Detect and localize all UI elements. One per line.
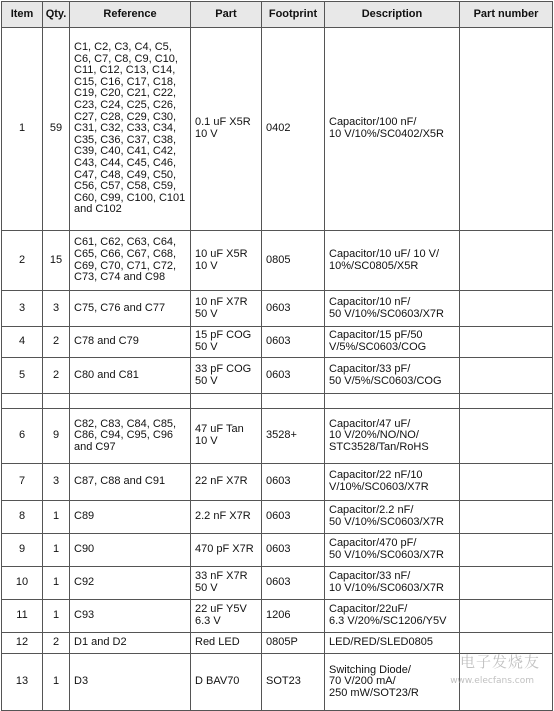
cell-description: Capacitor/47 uF/ 10 V/20%/NO/NO/ STC3528/Tan/RoHS — [325, 409, 460, 464]
table-row — [2, 358, 553, 394]
cell-description: Capacitor/15 pF/50 V/5%/SC0603/COG — [325, 327, 460, 358]
cell-part-number — [460, 501, 553, 534]
header-description: Description — [325, 2, 460, 28]
cell-part-number — [460, 358, 553, 394]
cell-qty: 2 — [43, 633, 70, 654]
cell-description: Capacitor/22 nF/10 V/10%/SC0603/X7R — [325, 464, 460, 501]
cell-description: Switching Diode/ 70 V/200 mA/ 250 mW/SOT23/R — [325, 654, 460, 711]
cell-part: 470 pF X7R — [191, 534, 262, 567]
cell-footprint: 0603 — [262, 327, 325, 358]
header-footprint: Footprint — [262, 2, 325, 28]
table-body — [2, 28, 553, 711]
cell-description: Capacitor/100 nF/ 10 V/10%/SC0402/X5R — [325, 28, 460, 231]
cell-footprint: 0402 — [262, 28, 325, 231]
cell-item: 1 — [2, 28, 43, 231]
cell-footprint: 0603 — [262, 464, 325, 501]
cell-part: D BAV70 — [191, 654, 262, 711]
cell-reference: C93 — [70, 600, 191, 633]
cell-footprint: 0603 — [262, 291, 325, 327]
table-row — [2, 231, 553, 291]
cell-item: 9 — [2, 534, 43, 567]
cell-reference: C87, C88 and C91 — [70, 464, 191, 501]
cell-part: Red LED — [191, 633, 262, 654]
cell-part-number — [460, 28, 553, 231]
cell-part: 0.1 uF X5R 10 V — [191, 28, 262, 231]
cell-qty: 1 — [43, 501, 70, 534]
cell-qty — [43, 394, 70, 409]
cell-part: 2.2 nF X7R — [191, 501, 262, 534]
cell-part: 15 pF COG 50 V — [191, 327, 262, 358]
cell-item: 10 — [2, 567, 43, 600]
cell-footprint: 0805 — [262, 231, 325, 291]
cell-part-number — [460, 534, 553, 567]
cell-footprint: 0603 — [262, 501, 325, 534]
cell-part-number — [460, 464, 553, 501]
cell-description: Capacitor/22uF/ 6.3 V/20%/SC1206/Y5V — [325, 600, 460, 633]
cell-item: 7 — [2, 464, 43, 501]
header-reference: Reference — [70, 2, 191, 28]
cell-description: Capacitor/33 nF/ 10 V/10%/SC0603/X7R — [325, 567, 460, 600]
header-part: Part — [191, 2, 262, 28]
cell-part: 22 uF Y5V 6.3 V — [191, 600, 262, 633]
cell-part: 47 uF Tan 10 V — [191, 409, 262, 464]
cell-reference: C90 — [70, 534, 191, 567]
cell-footprint: 0603 — [262, 358, 325, 394]
table-row — [2, 291, 553, 327]
cell-reference: D3 — [70, 654, 191, 711]
cell-reference: C80 and C81 — [70, 358, 191, 394]
cell-part-number — [460, 394, 553, 409]
table-header-row — [2, 2, 553, 28]
cell-reference: C89 — [70, 501, 191, 534]
header-part-number: Part number — [460, 2, 553, 28]
table-row — [2, 327, 553, 358]
table-row — [2, 534, 553, 567]
cell-description: Capacitor/470 pF/ 50 V/10%/SC0603/X7R — [325, 534, 460, 567]
cell-part-number — [460, 600, 553, 633]
cell-qty: 1 — [43, 654, 70, 711]
cell-footprint — [262, 394, 325, 409]
cell-item: 8 — [2, 501, 43, 534]
cell-footprint: 3528+ — [262, 409, 325, 464]
cell-reference — [70, 394, 191, 409]
cell-part: 22 nF X7R — [191, 464, 262, 501]
table-row — [2, 28, 553, 231]
cell-item: 5 — [2, 358, 43, 394]
cell-part — [191, 394, 262, 409]
bom-table — [1, 1, 553, 711]
cell-item: 12 — [2, 633, 43, 654]
cell-item: 3 — [2, 291, 43, 327]
cell-qty: 3 — [43, 464, 70, 501]
cell-qty: 1 — [43, 567, 70, 600]
cell-item — [2, 394, 43, 409]
cell-qty: 2 — [43, 327, 70, 358]
cell-part-number — [460, 231, 553, 291]
cell-description: Capacitor/2.2 nF/ 50 V/10%/SC0603/X7R — [325, 501, 460, 534]
cell-part: 10 uF X5R 10 V — [191, 231, 262, 291]
cell-reference: C61, C62, C63, C64, C65, C66, C67, C68, C69, C70, C71, C72, C73, C74 and C98 — [70, 231, 191, 291]
table-row — [2, 600, 553, 633]
cell-part-number — [460, 327, 553, 358]
cell-item: 6 — [2, 409, 43, 464]
cell-part: 33 pF COG 50 V — [191, 358, 262, 394]
cell-qty: 1 — [43, 534, 70, 567]
cell-footprint: SOT23 — [262, 654, 325, 711]
table-row — [2, 501, 553, 534]
cell-item: 11 — [2, 600, 43, 633]
cell-reference: C82, C83, C84, C85, C86, C94, C95, C96 and C97 — [70, 409, 191, 464]
cell-part: 10 nF X7R 50 V — [191, 291, 262, 327]
header-qty: Qty. — [43, 2, 70, 28]
cell-description: Capacitor/33 pF/ 50 V/5%/SC0603/COG — [325, 358, 460, 394]
cell-qty: 15 — [43, 231, 70, 291]
cell-qty: 59 — [43, 28, 70, 231]
cell-description: LED/RED/SLED0805 — [325, 633, 460, 654]
cell-footprint: 0805P — [262, 633, 325, 654]
cell-qty: 3 — [43, 291, 70, 327]
table-row — [2, 464, 553, 501]
watermark-logo: 电子发烧友 — [459, 653, 540, 671]
cell-footprint: 1206 — [262, 600, 325, 633]
cell-reference: C92 — [70, 567, 191, 600]
cell-reference: C1, C2, C3, C4, C5, C6, C7, C8, C9, C10, C11, C12, C13, C14, C15, C16, C17, C18, C19, C20, C21, C22, C23, C24, C25, C26, C27, C28, C29, C30, C31, C32, C33, C34, C35, C36, C37, C38, C39, C40, C41, C42, C43, C44, C45, C46, C47, C48, C49, C50, C56, C57, C58, C59, C60, C99, C100, C101 and C102 — [70, 28, 191, 231]
cell-qty: 9 — [43, 409, 70, 464]
table-row — [2, 567, 553, 600]
cell-part-number — [460, 409, 553, 464]
table-row — [2, 394, 553, 409]
cell-reference: D1 and D2 — [70, 633, 191, 654]
cell-item: 4 — [2, 327, 43, 358]
cell-item: 2 — [2, 231, 43, 291]
cell-item: 13 — [2, 654, 43, 711]
table-row — [2, 409, 553, 464]
cell-description: Capacitor/10 nF/ 50 V/10%/SC0603/X7R — [325, 291, 460, 327]
cell-reference: C78 and C79 — [70, 327, 191, 358]
cell-footprint: 0603 — [262, 567, 325, 600]
cell-reference: C75, C76 and C77 — [70, 291, 191, 327]
cell-description: Capacitor/10 uF/ 10 V/ 10%/SC0805/X5R — [325, 231, 460, 291]
cell-part: 33 nF X7R 50 V — [191, 567, 262, 600]
cell-footprint: 0603 — [262, 534, 325, 567]
cell-qty: 2 — [43, 358, 70, 394]
cell-part-number — [460, 291, 553, 327]
cell-part-number — [460, 567, 553, 600]
header-item: Item — [2, 2, 43, 28]
cell-qty: 1 — [43, 600, 70, 633]
cell-description — [325, 394, 460, 409]
watermark-url: www.elecfans.com — [450, 676, 534, 686]
